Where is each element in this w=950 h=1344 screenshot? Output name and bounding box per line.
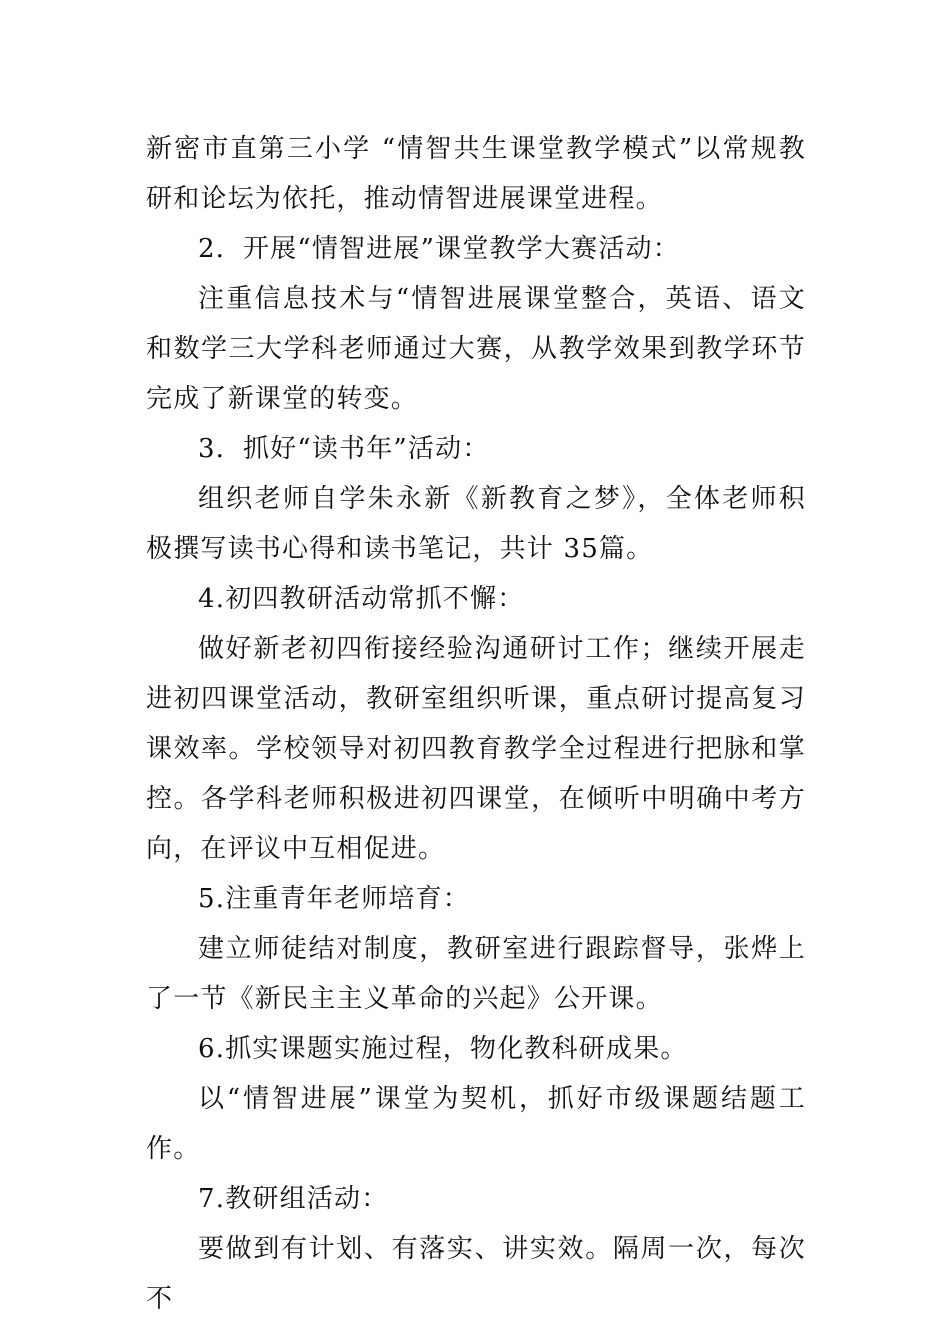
heading-item-5: 5.注重青年老师培育： xyxy=(198,884,471,914)
heading-item-2: 2．开展“情智进展”课堂教学大赛活动： xyxy=(198,234,680,264)
paragraph-item-4: 做好新老初四衔接经验沟通研讨工作；继续开展走进初四课堂活动，教研室组织听课，重点研讨提高复习课效率。学校领导对初四教育教学全过程进行把脉和掌控。各学科老师积极进初四课堂，在倾听中明确中考方向，在评议中互相促进。 xyxy=(146,634,806,864)
paragraph-item-6: 以“情智进展”课堂为契机，抓好市级课题结题工作。 xyxy=(146,1084,806,1164)
paragraph-item-7: 要做到有计划、有落实、讲实效。隔周一次，每次不 xyxy=(146,1234,806,1314)
heading-item-3: 3．抓好“读书年”活动： xyxy=(198,434,490,464)
paragraph-intro: 新密市直第三小学 “情智共生课堂教学模式”以常规教研和论坛为依托，推动情智进展课堂进程。 xyxy=(146,134,806,214)
heading-item-4: 4.初四教研活动常抓不懈： xyxy=(198,584,525,614)
paragraph-item-5: 建立师徒结对制度，教研室进行跟踪督导，张烨上了一节《新民主主义革命的兴起》公开课。 xyxy=(146,934,806,1014)
heading-item-7: 7.教研组活动： xyxy=(198,1184,389,1214)
heading-item-6: 6.抓实课题实施过程，物化教科研成果。 xyxy=(198,1034,688,1064)
paragraph-item-2: 注重信息技术与“情智进展课堂整合，英语、语文和数学三大学科老师通过大赛，从教学效果到教学环节完成了新课堂的转变。 xyxy=(146,284,806,414)
document-body xyxy=(146,124,806,1324)
paragraph-item-3: 组织老师自学朱永新《新教育之梦》，全体老师积极撰写读书心得和读书笔记，共计 35篇。 xyxy=(146,484,806,564)
